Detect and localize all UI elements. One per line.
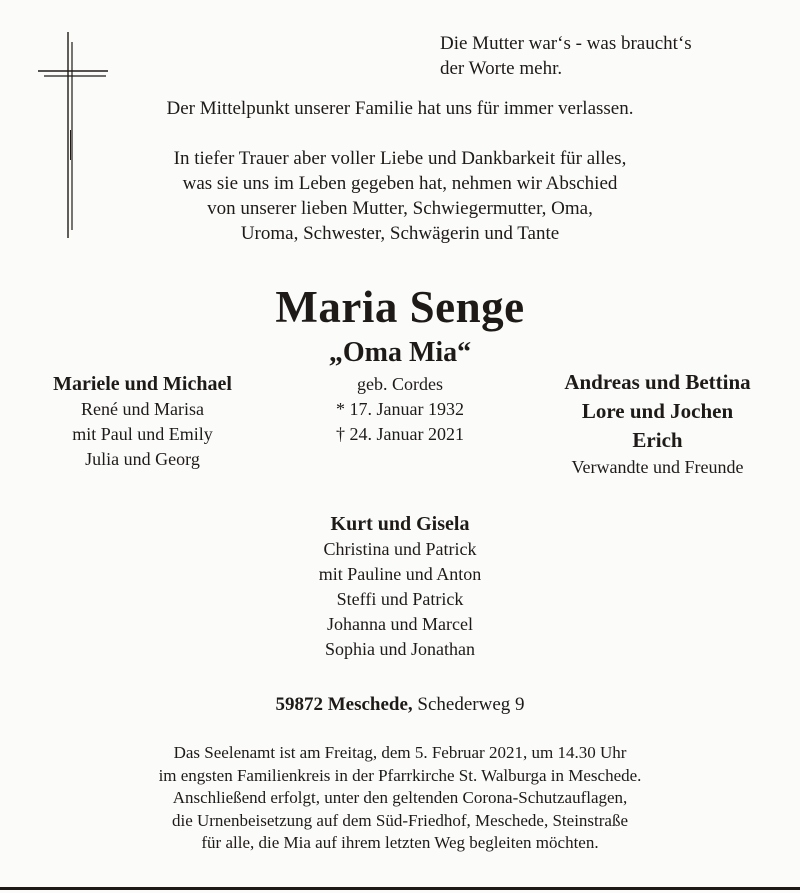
service-line: Anschließend erfolgt, unter den geltenden Corona-Schutzauflagen, [172,788,628,807]
service-info [0,742,800,855]
service-line: für alle, die Mia auf ihrem letzten Weg begleiten möchten. [201,833,599,852]
family-left-head: Mariele und Michael [53,373,232,395]
birth-date: * 17. Januar 1932 [336,399,464,419]
quote-line-2: der Worte mehr. [440,58,563,79]
grief-line: von unserer lieben Mutter, Schwiegermutter, Oma, [207,198,593,219]
family-middle-line: Sophia und Jonathan [325,639,475,659]
family-left-line: mit Paul und Emily [72,424,213,444]
family-left-line: Julia und Georg [85,449,200,469]
address [0,692,800,717]
family-right-head: Erich [632,428,683,452]
grief-line: Uroma, Schwester, Schwägerin und Tante [240,223,560,244]
grief-line: was sie uns im Leben gegeben hat, nehmen wir Abschied [182,173,618,194]
family-right-head: Lore und Jochen [581,399,734,423]
address-street: Schederweg 9 [417,694,525,715]
service-line: Das Seelenamt ist am Freitag, dem 5. Februar 2021, um 14.30 Uhr [173,743,627,762]
intro-text: Der Mittelpunkt unserer Familie hat uns für immer verlassen. [166,98,634,119]
grief-text [0,146,800,246]
family-right-head: Andreas und Bettina [564,370,751,394]
quote-line-1: Die Mutter war‘s - was braucht‘s [440,33,692,54]
quote [440,31,760,81]
deceased-nickname: „Oma Mia“ [328,337,472,368]
family-middle-line: Steffi und Patrick [336,589,464,609]
family-middle-line: mit Pauline und Anton [318,564,482,584]
family-left-line: René und Marisa [81,399,204,419]
family-middle-line: Johanna und Marcel [327,614,473,634]
death-date: † 24. Januar 2021 [336,424,464,444]
family-middle-line: Christina und Patrick [323,539,477,559]
grief-line: In tiefer Trauer aber voller Liebe und Dankbarkeit für alles, [173,148,627,169]
family-left [20,372,265,472]
family-right [525,368,790,480]
service-line: im engsten Familienkreis in der Pfarrkirche St. Walburga in Meschede. [158,765,642,785]
birth-name: geb. Cordes [357,374,443,394]
family-middle [0,512,800,662]
service-line: die Urnenbeisetzung auf dem Süd-Friedhof, Meschede, Steinstraße [171,810,629,830]
family-middle-head: Kurt und Gisela [330,513,470,535]
life-dates [300,372,500,447]
address-city: 59872 Meschede, [275,694,413,715]
deceased-name: Maria Senge [275,282,525,332]
family-right-note: Verwandte und Freunde [571,457,744,477]
